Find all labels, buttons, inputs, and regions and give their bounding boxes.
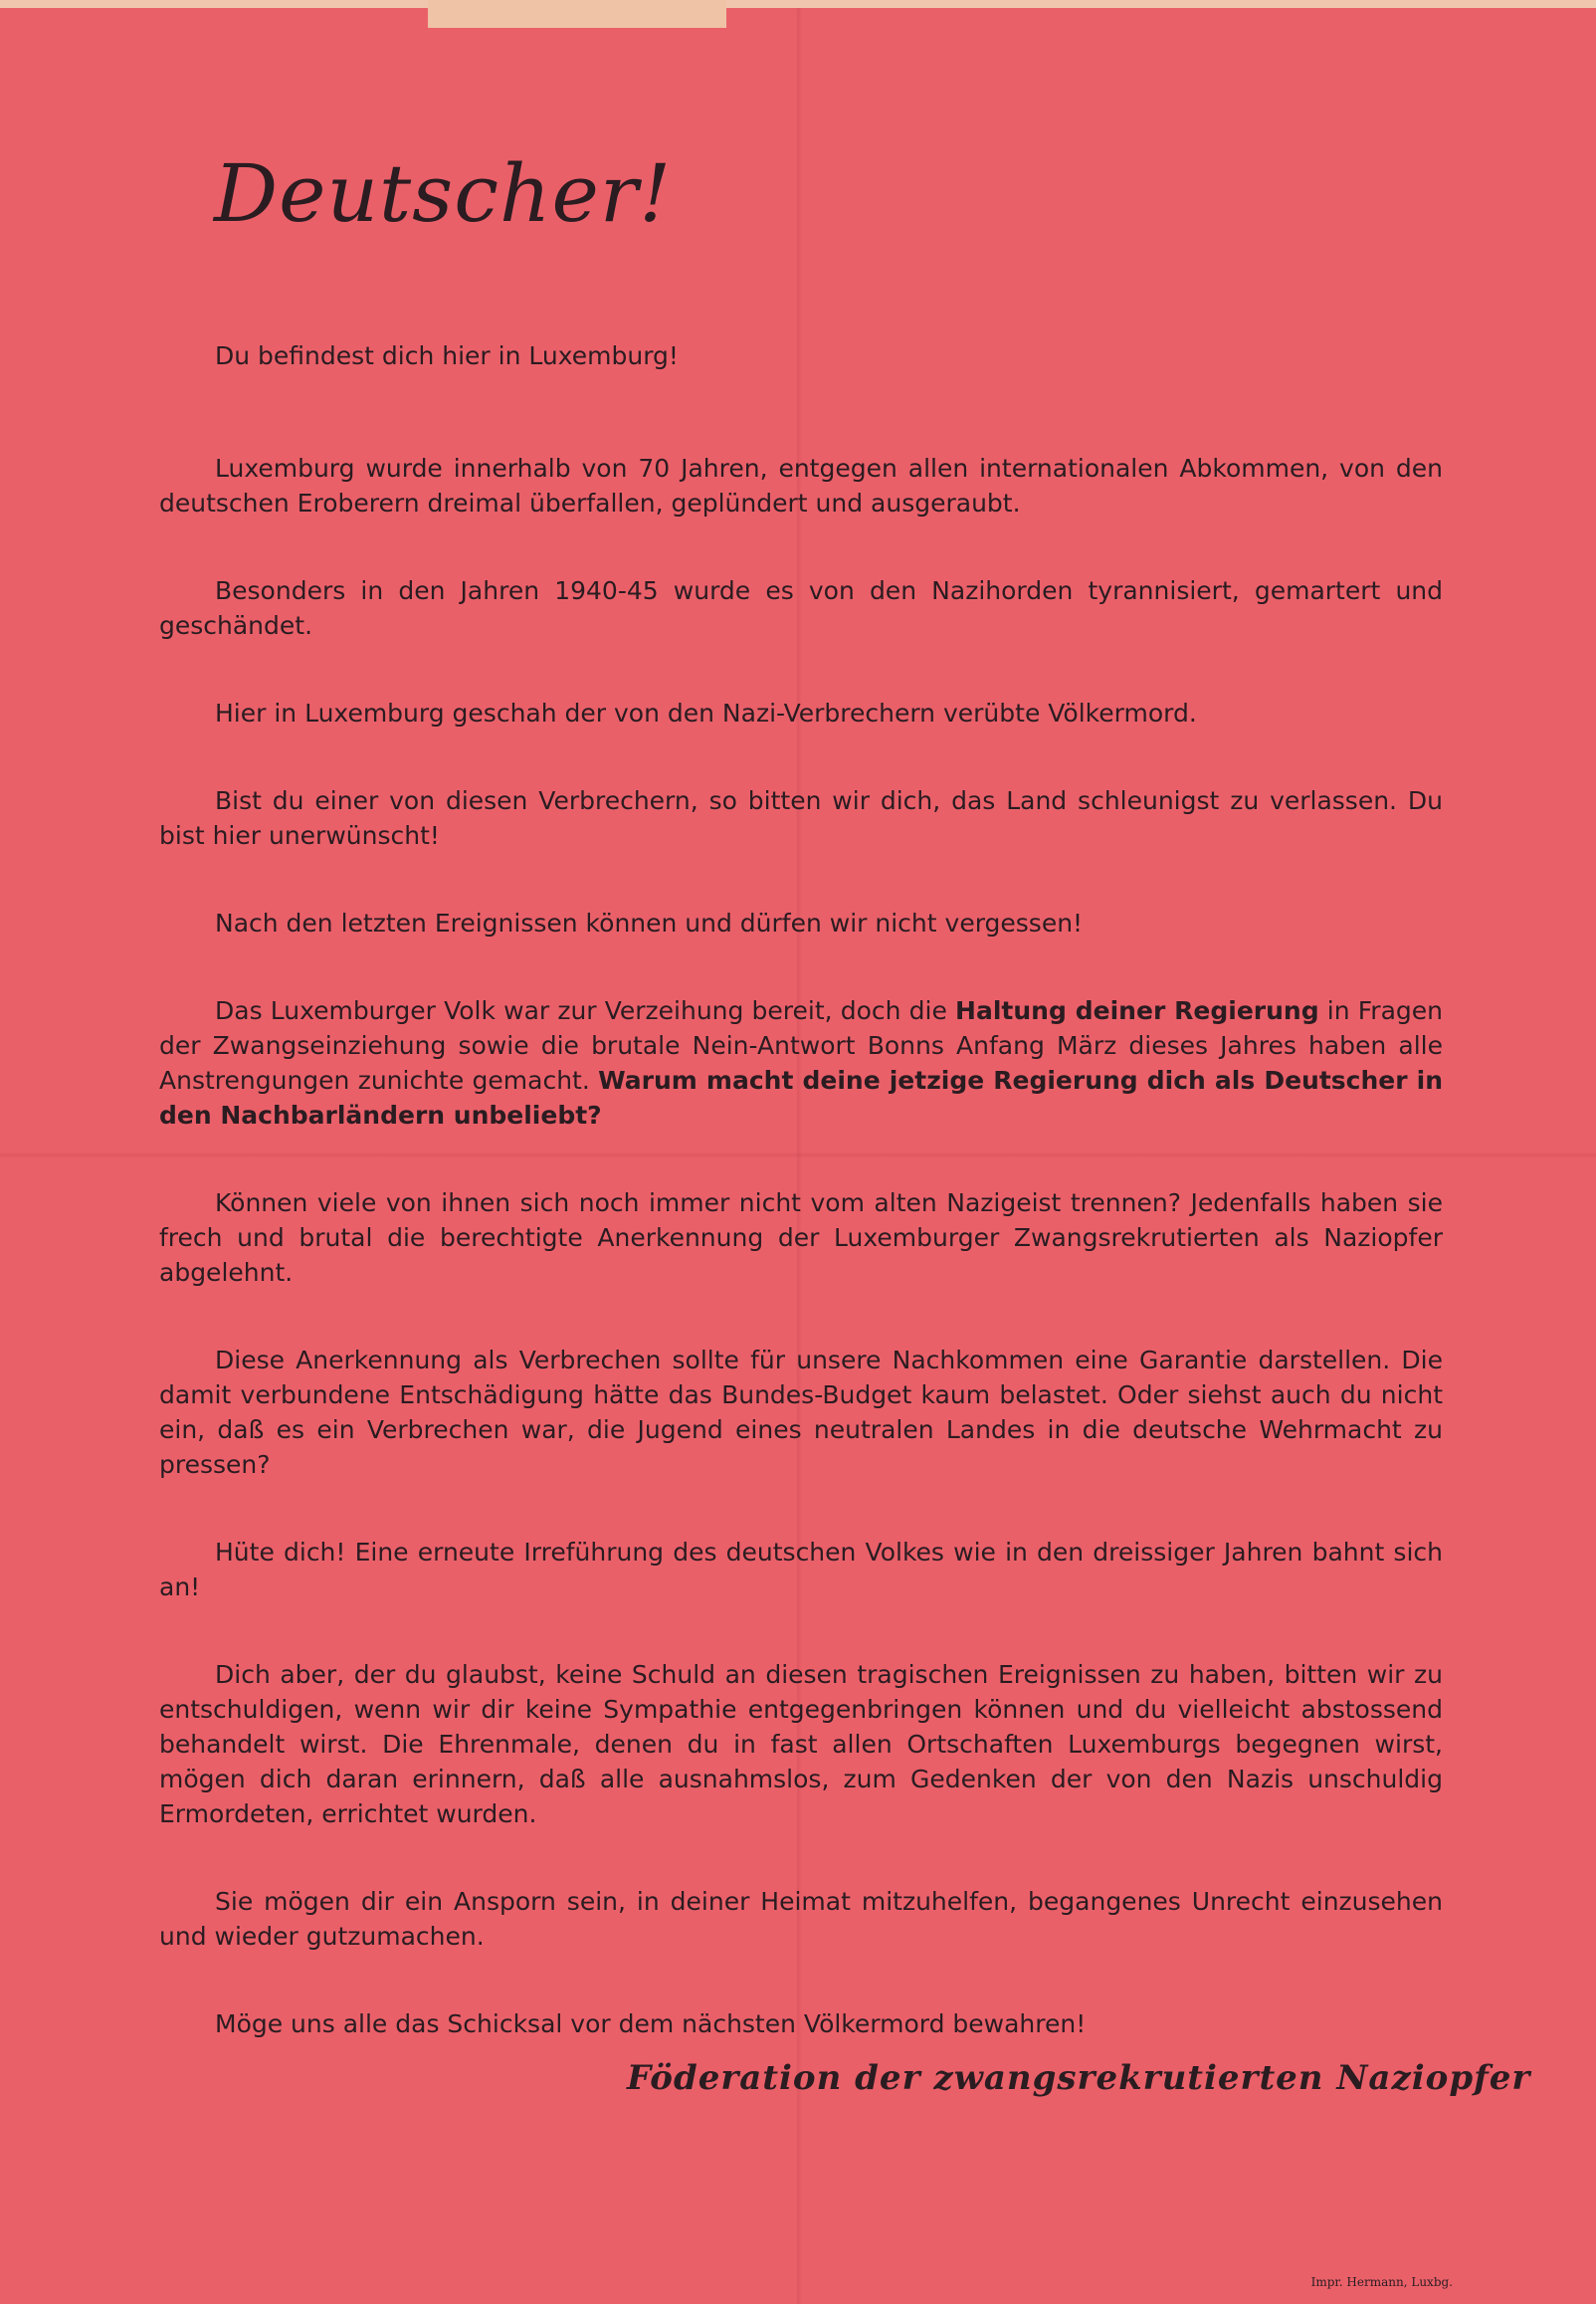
signature-organization: Föderation der zwangsrekrutierten Naziopfer bbox=[627, 2058, 1531, 2098]
paragraph-7 bbox=[159, 993, 1443, 1133]
paragraph-7-text-a: Das Luxemburger Volk war zur Verzeihung bereit, doch die bbox=[215, 996, 956, 1025]
leaflet-body bbox=[159, 338, 1443, 2041]
paragraph-10: Hüte dich! Eine erneute Irreführung des deutschen Volkes wie in den dreissiger Jahren bahnt sich an! bbox=[159, 1538, 1443, 1601]
paragraph-1: Du befindest dich hier in Luxemburg! bbox=[215, 341, 679, 370]
paragraph-2: Luxemburg wurde innerhalb von 70 Jahren, entgegen allen internationalen Abkommen, von den deutschen Eroberern dreimal überfallen, geplündert und ausgeraubt. bbox=[159, 454, 1443, 518]
paper-tear bbox=[428, 0, 726, 28]
paragraph-5: Bist du einer von diesen Verbrechern, so bitten wir dich, das Land schleunigst zu verlassen. Du bist hier unerwünscht! bbox=[159, 786, 1443, 850]
leaflet-title: Deutscher! bbox=[214, 147, 673, 240]
paper-top-edge bbox=[0, 0, 1596, 8]
printer-imprint: Impr. Hermann, Luxbg. bbox=[1310, 2275, 1453, 2289]
paragraph-7-text-b: in Fragen der Zwangseinziehung sowie die brutale Nein-Antwort Bonns Anfang März dieses Jahres haben alle Anstrengungen zunichte gemacht. bbox=[159, 996, 1443, 1095]
paragraph-7-emphasis-b: Warum macht deine jetzige Regierung dich als Deutscher in den Nachbarländern unbeliebt? bbox=[159, 1066, 1443, 1130]
paragraph-11: Dich aber, der du glaubst, keine Schuld an diesen tragischen Ereignissen zu haben, bitten wir zu entschuldigen, wenn wir dir keine Sympathie entgegenbringen können und du vielleicht abstossend behandelt wirst. Die Ehrenmale, denen du in fast allen Ortschaften Luxemburgs begegnen wirst, mögen dich daran erinnern, daß alle ausnahmslos, zum Gedenken der von den Nazis unschuldig Ermordeten, errichtet wurden. bbox=[159, 1660, 1443, 1828]
paragraph-8: Können viele von ihnen sich noch immer nicht vom alten Nazigeist trennen? Jedenfalls haben sie frech und brutal die berechtigte Anerkennung der Luxemburger Zwangsrekrutierten als Naziopfer abgelehnt. bbox=[159, 1188, 1443, 1287]
paragraph-6: Nach den letzten Ereignissen können und dürfen wir nicht vergessen! bbox=[215, 909, 1084, 938]
paragraph-3: Besonders in den Jahren 1940-45 wurde es von den Nazihorden tyrannisiert, gemartert und geschändet. bbox=[159, 576, 1443, 640]
paragraph-7-emphasis-a: Haltung deiner Regierung bbox=[955, 996, 1319, 1025]
paragraph-13: Möge uns alle das Schicksal vor dem nächsten Völkermord bewahren! bbox=[215, 2009, 1087, 2038]
paragraph-12: Sie mögen dir ein Ansporn sein, in deiner Heimat mitzuhelfen, begangenes Unrecht einzusehen und wieder gutzumachen. bbox=[159, 1887, 1443, 1951]
paragraph-9: Diese Anerkennung als Verbrechen sollte für unsere Nachkommen eine Garantie darstellen. Die damit verbundene Entschädigung hätte das Bundes-Budget kaum belastet. Oder siehst auch du nicht ein, daß es ein Verbrechen war, die Jugend eines neutralen Landes in die deutsche Wehrmacht zu pressen? bbox=[159, 1346, 1443, 1479]
paragraph-4: Hier in Luxemburg geschah der von den Nazi-Verbrechern verübte Völkermord. bbox=[215, 699, 1197, 728]
